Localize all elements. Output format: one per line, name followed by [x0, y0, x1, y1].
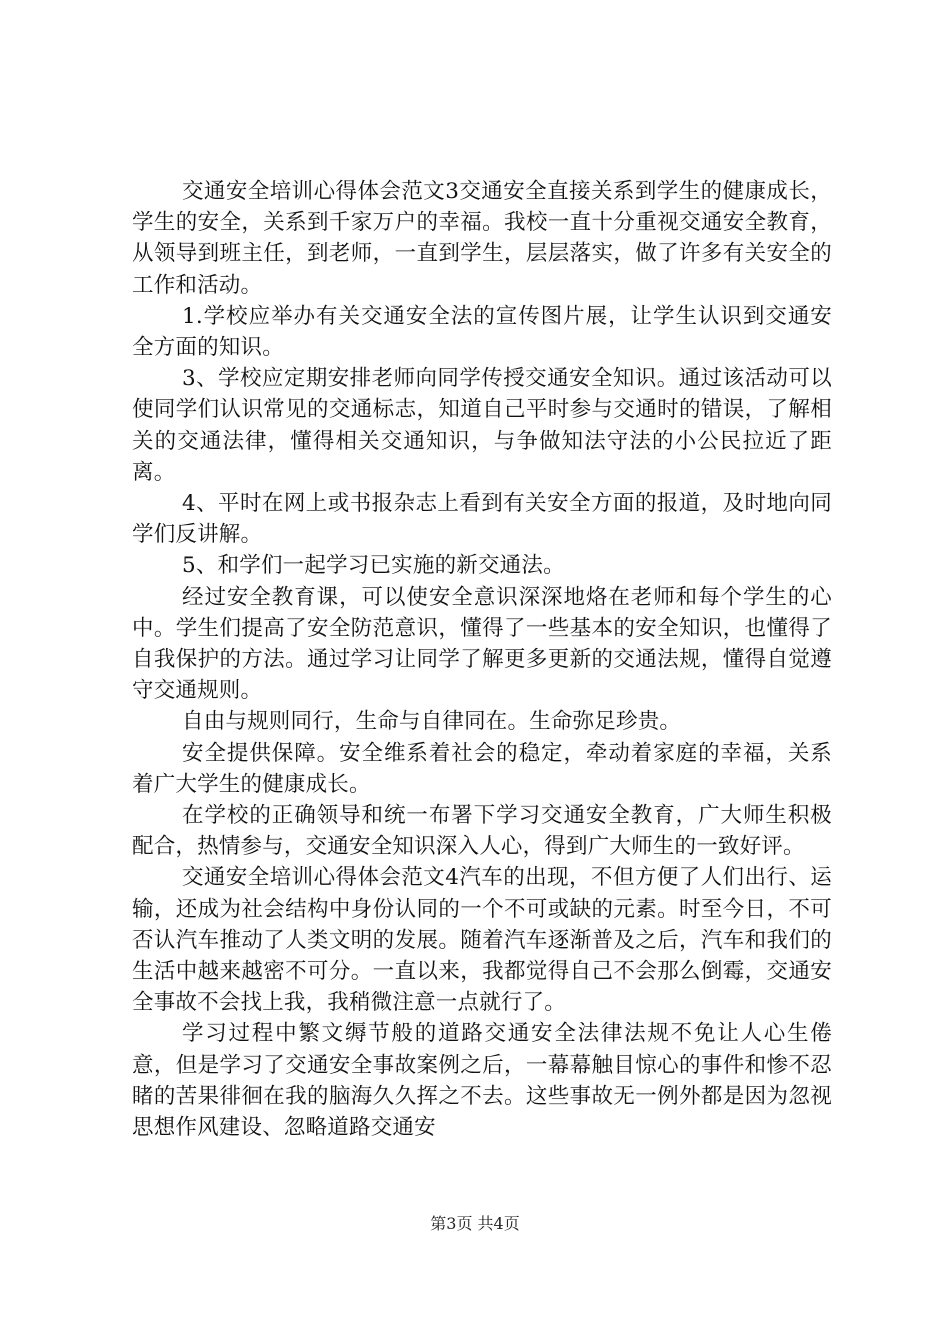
- paragraph-9: 在学校的正确领导和统一布署下学习交通安全教育，广大师生积极配合，热情参与，交通安全知识深入人心，得到广大师生的一致好评。: [132, 803, 832, 860]
- paragraph-10: 交通安全培训心得体会范文4汽车的出现，不但方便了人们出行、运输，还成为社会结构中身份认同的一个不可或缺的元素。时至今日，不可否认汽车推动了人类文明的发展。随着汽车逐渐普及之后，汽车和我们的生活中越来越密不可分。一直以来，我都觉得自己不会那么倒霉，交通安全事故不会找上我，我稍微注意一点就行了。: [132, 865, 832, 1016]
- paragraph-6: 经过安全教育课，可以使安全意识深深地烙在老师和每个学生的心中。学生们提高了安全防范意识，懂得了一些基本的安全知识，也懂得了自我保护的方法。通过学习让同学了解更多更新的交通法规，懂得自觉遵守交通规则。: [132, 584, 832, 704]
- paragraph-11: 学习过程中繁文缛节般的道路交通安全法律法规不免让人心生倦意，但是学习了交通安全事故案例之后，一幕幕触目惊心的事件和惨不忍睹的苦果徘徊在我的脑海久久挥之不去。这些事故无一例外都是因为忽视思想作风建设、忽略道路交通安: [132, 1021, 832, 1141]
- document-body: [132, 176, 832, 1143]
- paragraph-5: 5、和学们一起学习已实施的新交通法。: [182, 553, 565, 579]
- paragraph-1: 交通安全培训心得体会范文3交通安全直接关系到学生的健康成长，学生的安全，关系到千家万户的幸福。我校一直十分重视交通安全教育，从领导到班主任，到老师，一直到学生，层层落实，做了许多有关安全的工作和活动。: [132, 179, 832, 298]
- page-footer: 第3页 共4页: [430, 1214, 520, 1233]
- paragraph-3: 3、学校应定期安排老师向同学传授交通安全知识。通过该活动可以使同学们认识常见的交通标志，知道自己平时参与交通时的错误，了解相关的交通法律，懂得相关交通知识，与争做知法守法的小公民拉近了距离。: [132, 366, 832, 485]
- paragraph-2: 1.学校应举办有关交通安全法的宣传图片展，让学生认识到交通安全方面的知识。: [132, 303, 832, 361]
- paragraph-8: 安全提供保障。安全维系着社会的稳定，牵动着家庭的幸福，关系着广大学生的健康成长。: [132, 740, 832, 797]
- paragraph-4: 4、平时在网上或书报杂志上看到有关安全方面的报道，及时地向同学们反讲解。: [132, 491, 832, 548]
- paragraph-7: 自由与规则同行，生命与自律同在。生命弥足珍贵。: [182, 709, 682, 735]
